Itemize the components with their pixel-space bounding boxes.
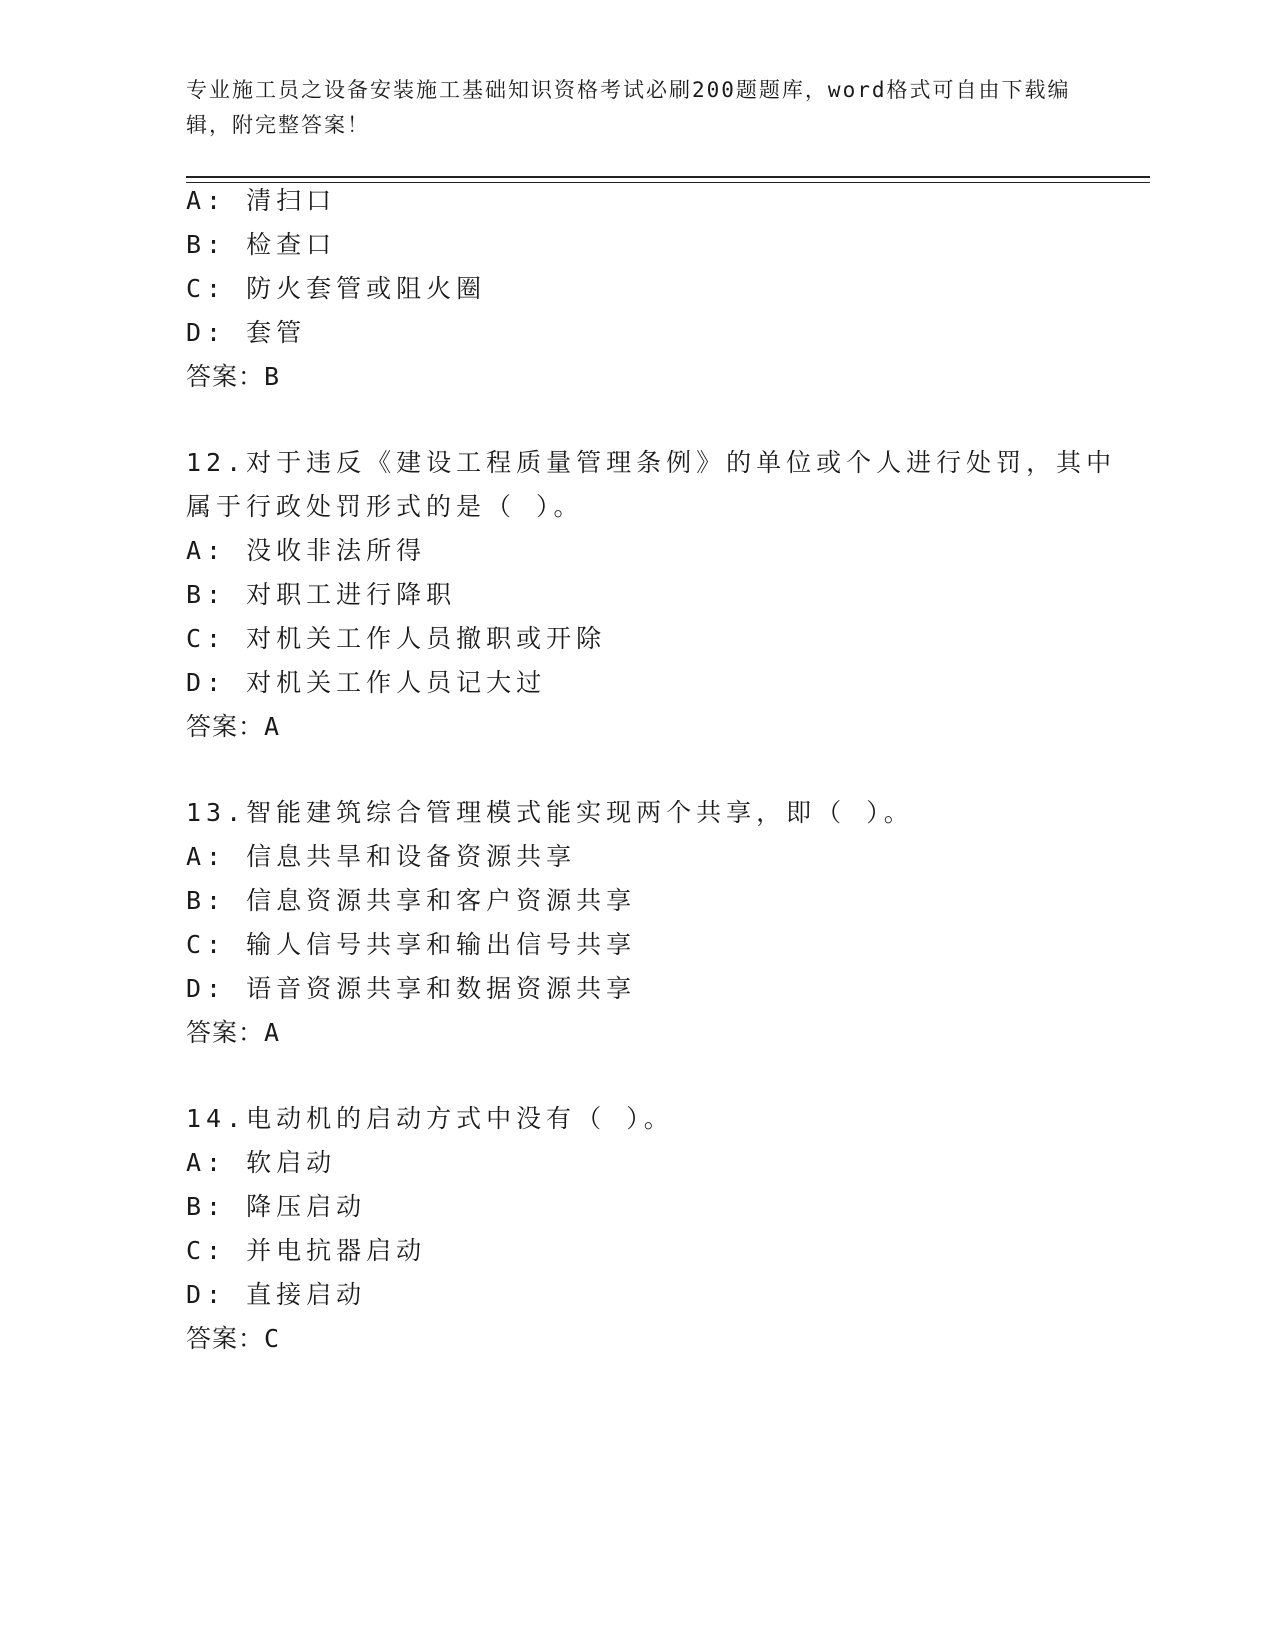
prev-option-d: D: 套管 (186, 318, 307, 347)
q12-option-a: A: 没收非法所得 (186, 536, 427, 565)
q14-option-a: A: 软启动 (186, 1148, 337, 1177)
answer-value: B (264, 362, 281, 391)
q13-option-b: B: 信息资源共享和客户资源共享 (186, 886, 637, 915)
header-rule-thick (186, 176, 1150, 178)
q14-stem-line1: 14.电动机的启动方式中没有（ ）。 (186, 1104, 674, 1133)
q12-answer (186, 710, 280, 744)
q13-option-c: C: 输人信号共享和输出信号共享 (186, 930, 637, 959)
q14-option-c: C: 并电抗器启动 (186, 1236, 427, 1265)
answer-value: A (264, 1018, 281, 1047)
q14-option-b: B: 降压启动 (186, 1192, 367, 1221)
q12-stem-line1: 12.对于违反《建设工程质量管理条例》的单位或个人进行处罚，其中 (186, 448, 1117, 477)
prev-answer (186, 360, 280, 394)
q12-option-b: B: 对职工进行降职 (186, 580, 457, 609)
q13-stem-line1: 13.智能建筑综合管理模式能实现两个共享，即（ ）。 (186, 798, 914, 827)
answer-value: A (264, 712, 281, 741)
prev-option-c: C: 防火套管或阻火圈 (186, 274, 487, 303)
answer-label: 答案： (186, 712, 265, 741)
q12-stem-line2: 属于行政处罚形式的是（ ）。 (186, 492, 584, 521)
prev-option-a: A: 清扫口 (186, 186, 337, 215)
q12-option-d: D: 对机关工作人员记大过 (186, 668, 547, 697)
q13-answer (186, 1016, 280, 1050)
q12-option-c: C: 对机关工作人员撤职或开除 (186, 624, 607, 653)
q14-answer (186, 1322, 280, 1356)
header-rule-thin (186, 182, 1150, 183)
answer-label: 答案： (186, 362, 265, 391)
page-header: 专业施工员之设备安装施工基础知识资格考试必刷200题题库，word格式可自由下载编辑，附完整答案！ (186, 78, 1071, 137)
answer-label: 答案： (186, 1018, 265, 1047)
q13-option-d: D: 语音资源共享和数据资源共享 (186, 974, 637, 1003)
answer-value: C (264, 1324, 281, 1353)
q13-option-a: A: 信息共旱和设备资源共享 (186, 842, 577, 871)
prev-option-b: B: 检查口 (186, 230, 337, 259)
answer-label: 答案： (186, 1324, 265, 1353)
q14-option-d: D: 直接启动 (186, 1280, 367, 1309)
